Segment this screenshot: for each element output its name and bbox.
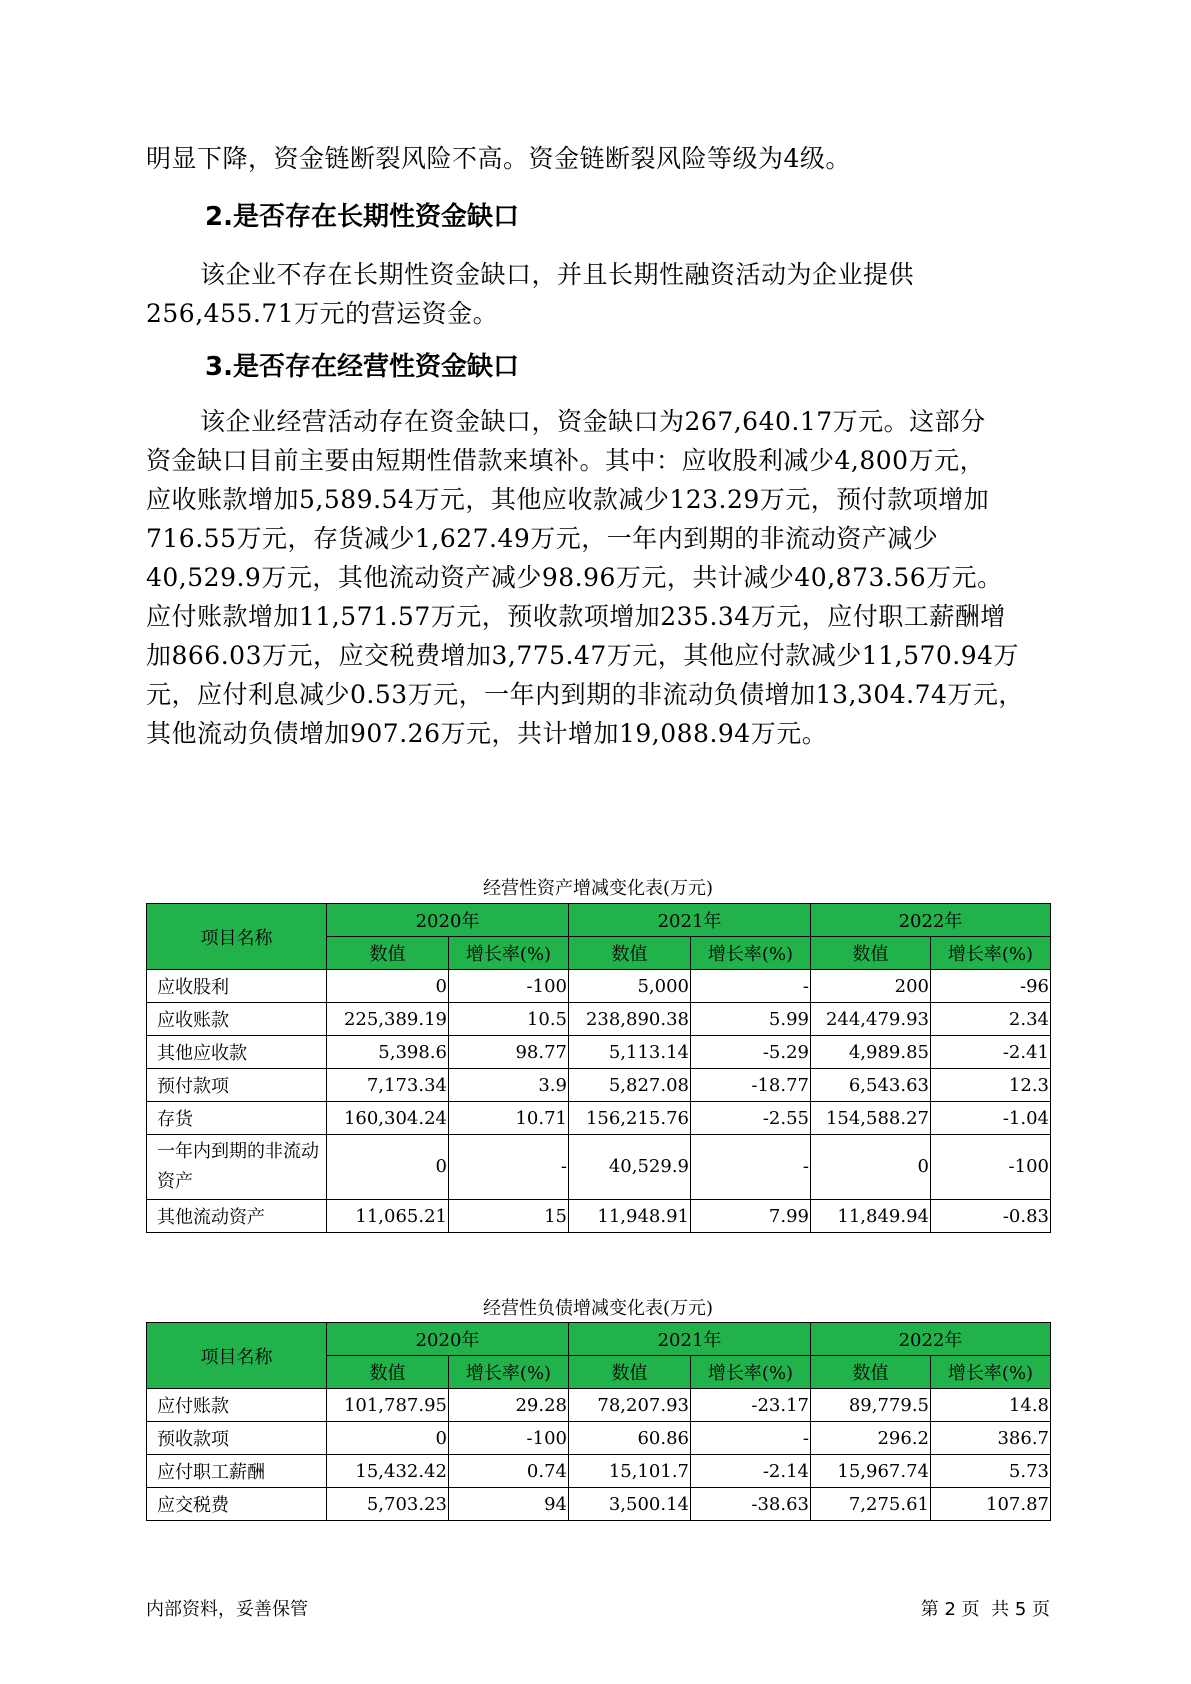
liabilities-table-caption: 经营性负债增减变化表(万元) [482,1298,714,1319]
column-header-year: 2022年 [811,1323,1051,1356]
cell-value: 244,479.93 [811,1003,931,1036]
cell-value: 15,101.7 [569,1455,691,1488]
cell-value: 11,948.91 [569,1200,691,1233]
table-row [147,1003,1051,1036]
cell-growth-rate: -0.83 [931,1200,1051,1233]
cell-growth-rate: 107.87 [931,1488,1051,1521]
cell-value: 101,787.95 [327,1389,449,1422]
page-mid: 页 共 [961,1599,1010,1620]
cell-value: 5,113.14 [569,1036,691,1069]
cell-growth-rate: 0.74 [449,1455,569,1488]
cell-value: 15,967.74 [811,1455,931,1488]
cell-growth-rate: -100 [449,1422,569,1455]
column-header-growth-rate: 增长率(%) [691,937,811,970]
cell-value: 5,703.23 [327,1488,449,1521]
column-header-value: 数值 [811,937,931,970]
column-header-year: 2021年 [569,1323,811,1356]
column-header-year: 2020年 [327,904,569,937]
text-line: 该企业经营活动存在资金缺口，资金缺口为267,640.17万元。这部分 [200,407,986,436]
cell-growth-rate: 10.71 [449,1102,569,1135]
cell-growth-rate: 386.7 [931,1422,1051,1455]
heading-long-term-gap: 2.是否存在长期性资金缺口 [205,202,519,232]
paragraph-operating-gap [146,402,1046,753]
cell-growth-rate: - [691,1422,811,1455]
text-line: 元，应付利息减少0.53万元，一年内到期的非流动负债增加13,304.74万元， [146,680,1024,709]
cell-growth-rate: - [449,1135,569,1200]
column-header-value: 数值 [569,937,691,970]
table-row [147,1488,1051,1521]
table-row [147,1455,1051,1488]
cell-value: 225,389.19 [327,1003,449,1036]
cell-growth-rate: -38.63 [691,1488,811,1521]
assets-table-caption: 经营性资产增减变化表(万元) [482,878,714,899]
row-label: 应付账款 [147,1389,327,1422]
row-label: 应收账款 [147,1003,327,1036]
table-row [147,1200,1051,1233]
cell-value: 7,275.61 [811,1488,931,1521]
row-label: 存货 [147,1102,327,1135]
column-header-growth-rate: 增长率(%) [449,1356,569,1389]
cell-value: 154,588.27 [811,1102,931,1135]
assets-table [146,903,1051,1233]
cell-growth-rate: -18.77 [691,1069,811,1102]
cell-value: 0 [327,1135,449,1200]
row-label: 应收股利 [147,970,327,1003]
table-row [147,970,1051,1003]
cell-growth-rate: 12.3 [931,1069,1051,1102]
page-prefix: 第 [920,1599,939,1620]
cell-growth-rate: 14.8 [931,1389,1051,1422]
cell-growth-rate: - [691,970,811,1003]
page-suffix: 页 [1032,1599,1050,1620]
table-row [147,1389,1051,1422]
cell-value: 40,529.9 [569,1135,691,1200]
cell-value: 238,890.38 [569,1003,691,1036]
cell-growth-rate: -23.17 [691,1389,811,1422]
cell-value: 5,398.6 [327,1036,449,1069]
cell-value: 0 [327,1422,449,1455]
column-header-item-name: 项目名称 [147,1323,327,1389]
column-header-year: 2021年 [569,904,811,937]
cell-growth-rate: -5.29 [691,1036,811,1069]
cell-value: 11,065.21 [327,1200,449,1233]
column-header-item-name: 项目名称 [147,904,327,970]
text-line: 应付账款增加11,571.57万元，预收款项增加235.34万元，应付职工薪酬增 [146,602,1006,631]
cell-value: 15,432.42 [327,1455,449,1488]
text-line: 716.55万元，存货减少1,627.49万元，一年内到期的非流动资产减少 [146,524,939,553]
cell-value: 11,849.94 [811,1200,931,1233]
cell-value: 7,173.34 [327,1069,449,1102]
row-label: 预收款项 [147,1422,327,1455]
column-header-value: 数值 [327,937,449,970]
cell-value: 5,000 [569,970,691,1003]
cell-growth-rate: 94 [449,1488,569,1521]
cell-growth-rate: -1.04 [931,1102,1051,1135]
text-line: 应收账款增加5,589.54万元，其他应收款减少123.29万元，预付款项增加 [146,485,990,514]
column-header-growth-rate: 增长率(%) [449,937,569,970]
cell-value: 60.86 [569,1422,691,1455]
column-header-growth-rate: 增长率(%) [931,937,1051,970]
table-row [147,1069,1051,1102]
cell-growth-rate: -2.55 [691,1102,811,1135]
total-pages: 5 [1014,1599,1027,1620]
table-row [147,1036,1051,1069]
cell-value: 156,215.76 [569,1102,691,1135]
row-label: 应交税费 [147,1488,327,1521]
cell-value: 5,827.08 [569,1069,691,1102]
footer-page-number [921,1595,1050,1621]
column-header-value: 数值 [569,1356,691,1389]
cell-growth-rate: - [691,1135,811,1200]
cell-growth-rate: 29.28 [449,1389,569,1422]
cell-growth-rate: -96 [931,970,1051,1003]
cell-value: 200 [811,970,931,1003]
heading-operating-gap: 3.是否存在经营性资金缺口 [205,352,519,382]
column-header-growth-rate: 增长率(%) [691,1356,811,1389]
cell-growth-rate: 5.99 [691,1003,811,1036]
cell-value: 0 [327,970,449,1003]
row-label: 应付职工薪酬 [147,1455,327,1488]
paragraph-risk-level [146,139,1046,178]
cell-growth-rate: -100 [931,1135,1051,1200]
cell-growth-rate: -2.41 [931,1036,1051,1069]
text-line: 其他流动负债增加907.26万元，共计增加19,088.94万元。 [146,719,828,748]
text-line: 40,529.9万元，其他流动资产减少98.96万元，共计减少40,873.56万元。 [146,563,1003,592]
column-header-growth-rate: 增长率(%) [931,1356,1051,1389]
table-row [147,1102,1051,1135]
row-label: 其他流动资产 [147,1200,327,1233]
cell-growth-rate: -2.14 [691,1455,811,1488]
cell-growth-rate: 3.9 [449,1069,569,1102]
cell-growth-rate: 10.5 [449,1003,569,1036]
column-header-value: 数值 [811,1356,931,1389]
cell-value: 3,500.14 [569,1488,691,1521]
assets-table-body [147,970,1051,1233]
cell-value: 6,543.63 [811,1069,931,1102]
cell-growth-rate: 2.34 [931,1003,1051,1036]
liabilities-table [146,1322,1051,1521]
text-line: 该企业不存在长期性资金缺口，并且长期性融资活动为企业提供 [200,260,915,289]
text-line: 256,455.71万元的营运资金。 [146,299,499,328]
cell-value: 160,304.24 [327,1102,449,1135]
cell-value: 89,779.5 [811,1389,931,1422]
column-header-year: 2020年 [327,1323,569,1356]
cell-growth-rate: -100 [449,970,569,1003]
cell-value: 78,207.93 [569,1389,691,1422]
row-label: 预付款项 [147,1069,327,1102]
cell-value: 296.2 [811,1422,931,1455]
text-line: 加866.03万元，应交税费增加3,775.47万元，其他应付款减少11,570.94万 [146,641,1020,670]
cell-growth-rate: 15 [449,1200,569,1233]
text-line: 明显下降，资金链断裂风险不高。资金链断裂风险等级为4级。 [146,144,851,173]
cell-value: 4,989.85 [811,1036,931,1069]
cell-growth-rate: 7.99 [691,1200,811,1233]
table-row [147,1135,1051,1200]
column-header-value: 数值 [327,1356,449,1389]
liabilities-table-body [147,1389,1051,1521]
cell-growth-rate: 98.77 [449,1036,569,1069]
paragraph-long-term-gap [146,255,1046,333]
table-row [147,1422,1051,1455]
cell-growth-rate: 5.73 [931,1455,1051,1488]
footer-confidential-note: 内部资料，妥善保管 [146,1599,308,1620]
column-header-year: 2022年 [811,904,1051,937]
current-page: 2 [944,1599,956,1620]
row-label: 一年内到期的非流动资产 [147,1135,327,1200]
row-label: 其他应收款 [147,1036,327,1069]
text-line: 资金缺口目前主要由短期性借款来填补。其中：应收股利减少4,800万元， [146,446,986,475]
cell-value: 0 [811,1135,931,1200]
